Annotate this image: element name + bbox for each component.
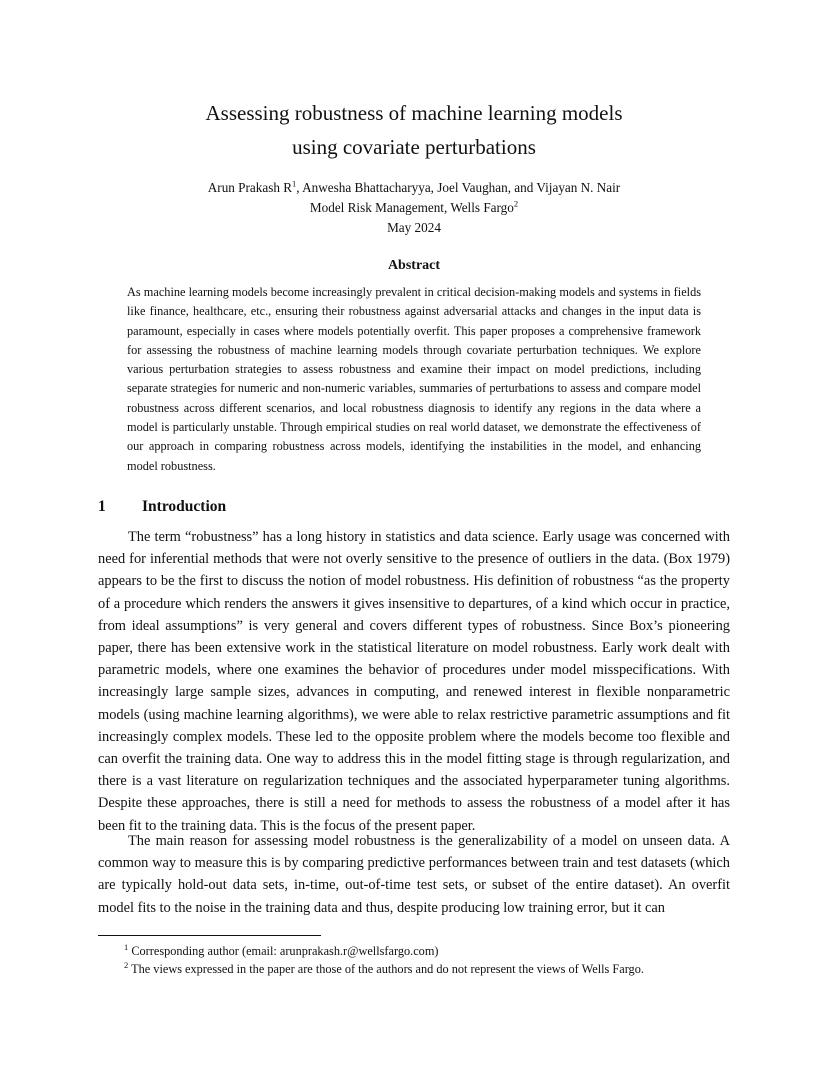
footnote-mark: 1	[124, 941, 129, 952]
footnote-mark: 2	[124, 959, 129, 970]
section-number: 1	[98, 498, 106, 515]
affiliation	[0, 198, 828, 218]
footnote-text: The views expressed in the paper are those of the authors and do not represent the views of Wells Fargo.	[128, 962, 644, 976]
footnote-mark: 1	[292, 178, 297, 189]
title-line-1: Assessing robustness of machine learning models	[205, 101, 623, 125]
footnote	[124, 960, 644, 978]
section-title: Introduction	[142, 498, 227, 515]
affiliation-text: Model Risk Management, Wells Fargo	[309, 200, 514, 215]
paragraph-text: The term “robustness” has a long history in statistics and data science. Early usage was concerned with need for inferential methods that were not overly sensitive to the presence of outliers in the data. (Box 1979) appears to be the first to discuss the notion of model robustness. His definition of robustness “as the property of a procedure which renders the answers it gives insensitive to departures, of a kind which occur in practice, from ideal assumptions” is very general and covers different types of robustness. Since Box’s pioneering paper, there has been extensive work in the statistical literature on model robustness. Early work dealt with parametric models, where one examines the behavior of procedures under model misspecifications. With increasingly large sample sizes, advances in computing, and renewed interest in flexible nonparametric models (using machine learning algorithms), we were able to relax restrictive parametric assumptions and fit increasingly complex models. These led to the opposite problem where the models become too flexible and can overfit the training data. One way to address this in the model fitting stage is through regularization, and there is a vast literature on regularization techniques and the associated hyperparameter tuning algorithms. Despite these approaches, there is still a need for methods to assess the robustness of a model after it has been fit to the training data. This is the focus of the present paper.	[98, 529, 730, 834]
paper-title	[0, 96, 828, 164]
author-block	[0, 178, 828, 238]
abstract-text: As machine learning models become increasingly prevalent in critical decision-making models and systems in fields like finance, healthcare, etc., ensuring their robustness against adversarial attacks and changes in the input data is paramount, especially in cases where models potentially overfit. This paper proposes a comprehensive framework for assessing the robustness of machine learning models through covariate perturbation techniques. We explore various perturbation strategies to assess robustness and examine their impact on model predictions, including separate strategies for numeric and non-numeric variables, summaries of perturbations to assess and compare model robustness across different scenarios, and local robustness diagnosis to identify any regions in the data where a model is particularly unstable. Through empirical studies on real world dataset, we demonstrate the effectiveness of our approach in comparing robustness across models, identifying the instabilities in the model, and enhancing model robustness.	[127, 285, 701, 473]
title-line-2: using covariate perturbations	[292, 135, 536, 159]
footnote	[124, 942, 644, 960]
abstract-heading: Abstract	[387, 258, 441, 273]
footnotes	[124, 942, 644, 978]
footnote-mark: 2	[513, 198, 519, 209]
author-name: Arun Prakash R	[207, 180, 293, 195]
paragraph-text: The main reason for assessing model robustness is the generalizability of a model on unseen data. A common way to measure this is by comparing predictive performances between train and test datasets (which are typically hold-out data sets, in-time, out-of-time test sets, or subset of the entire dataset). An overfit model fits to the noise in the training data and thus, despite producing low training error, but it can	[98, 833, 730, 916]
body-paragraph	[98, 526, 730, 837]
publication-date: May 2024	[387, 220, 441, 235]
author-list	[0, 178, 828, 198]
footnote-divider	[98, 935, 321, 936]
footnote-text: Corresponding author (email: arunprakash.r@wellsfargo.com)	[128, 944, 439, 958]
coauthor-names: , Anwesha Bhattacharyya, Joel Vaughan, and Vijayan N. Nair	[296, 180, 621, 195]
section-heading	[98, 498, 226, 516]
body-paragraph	[98, 830, 730, 919]
